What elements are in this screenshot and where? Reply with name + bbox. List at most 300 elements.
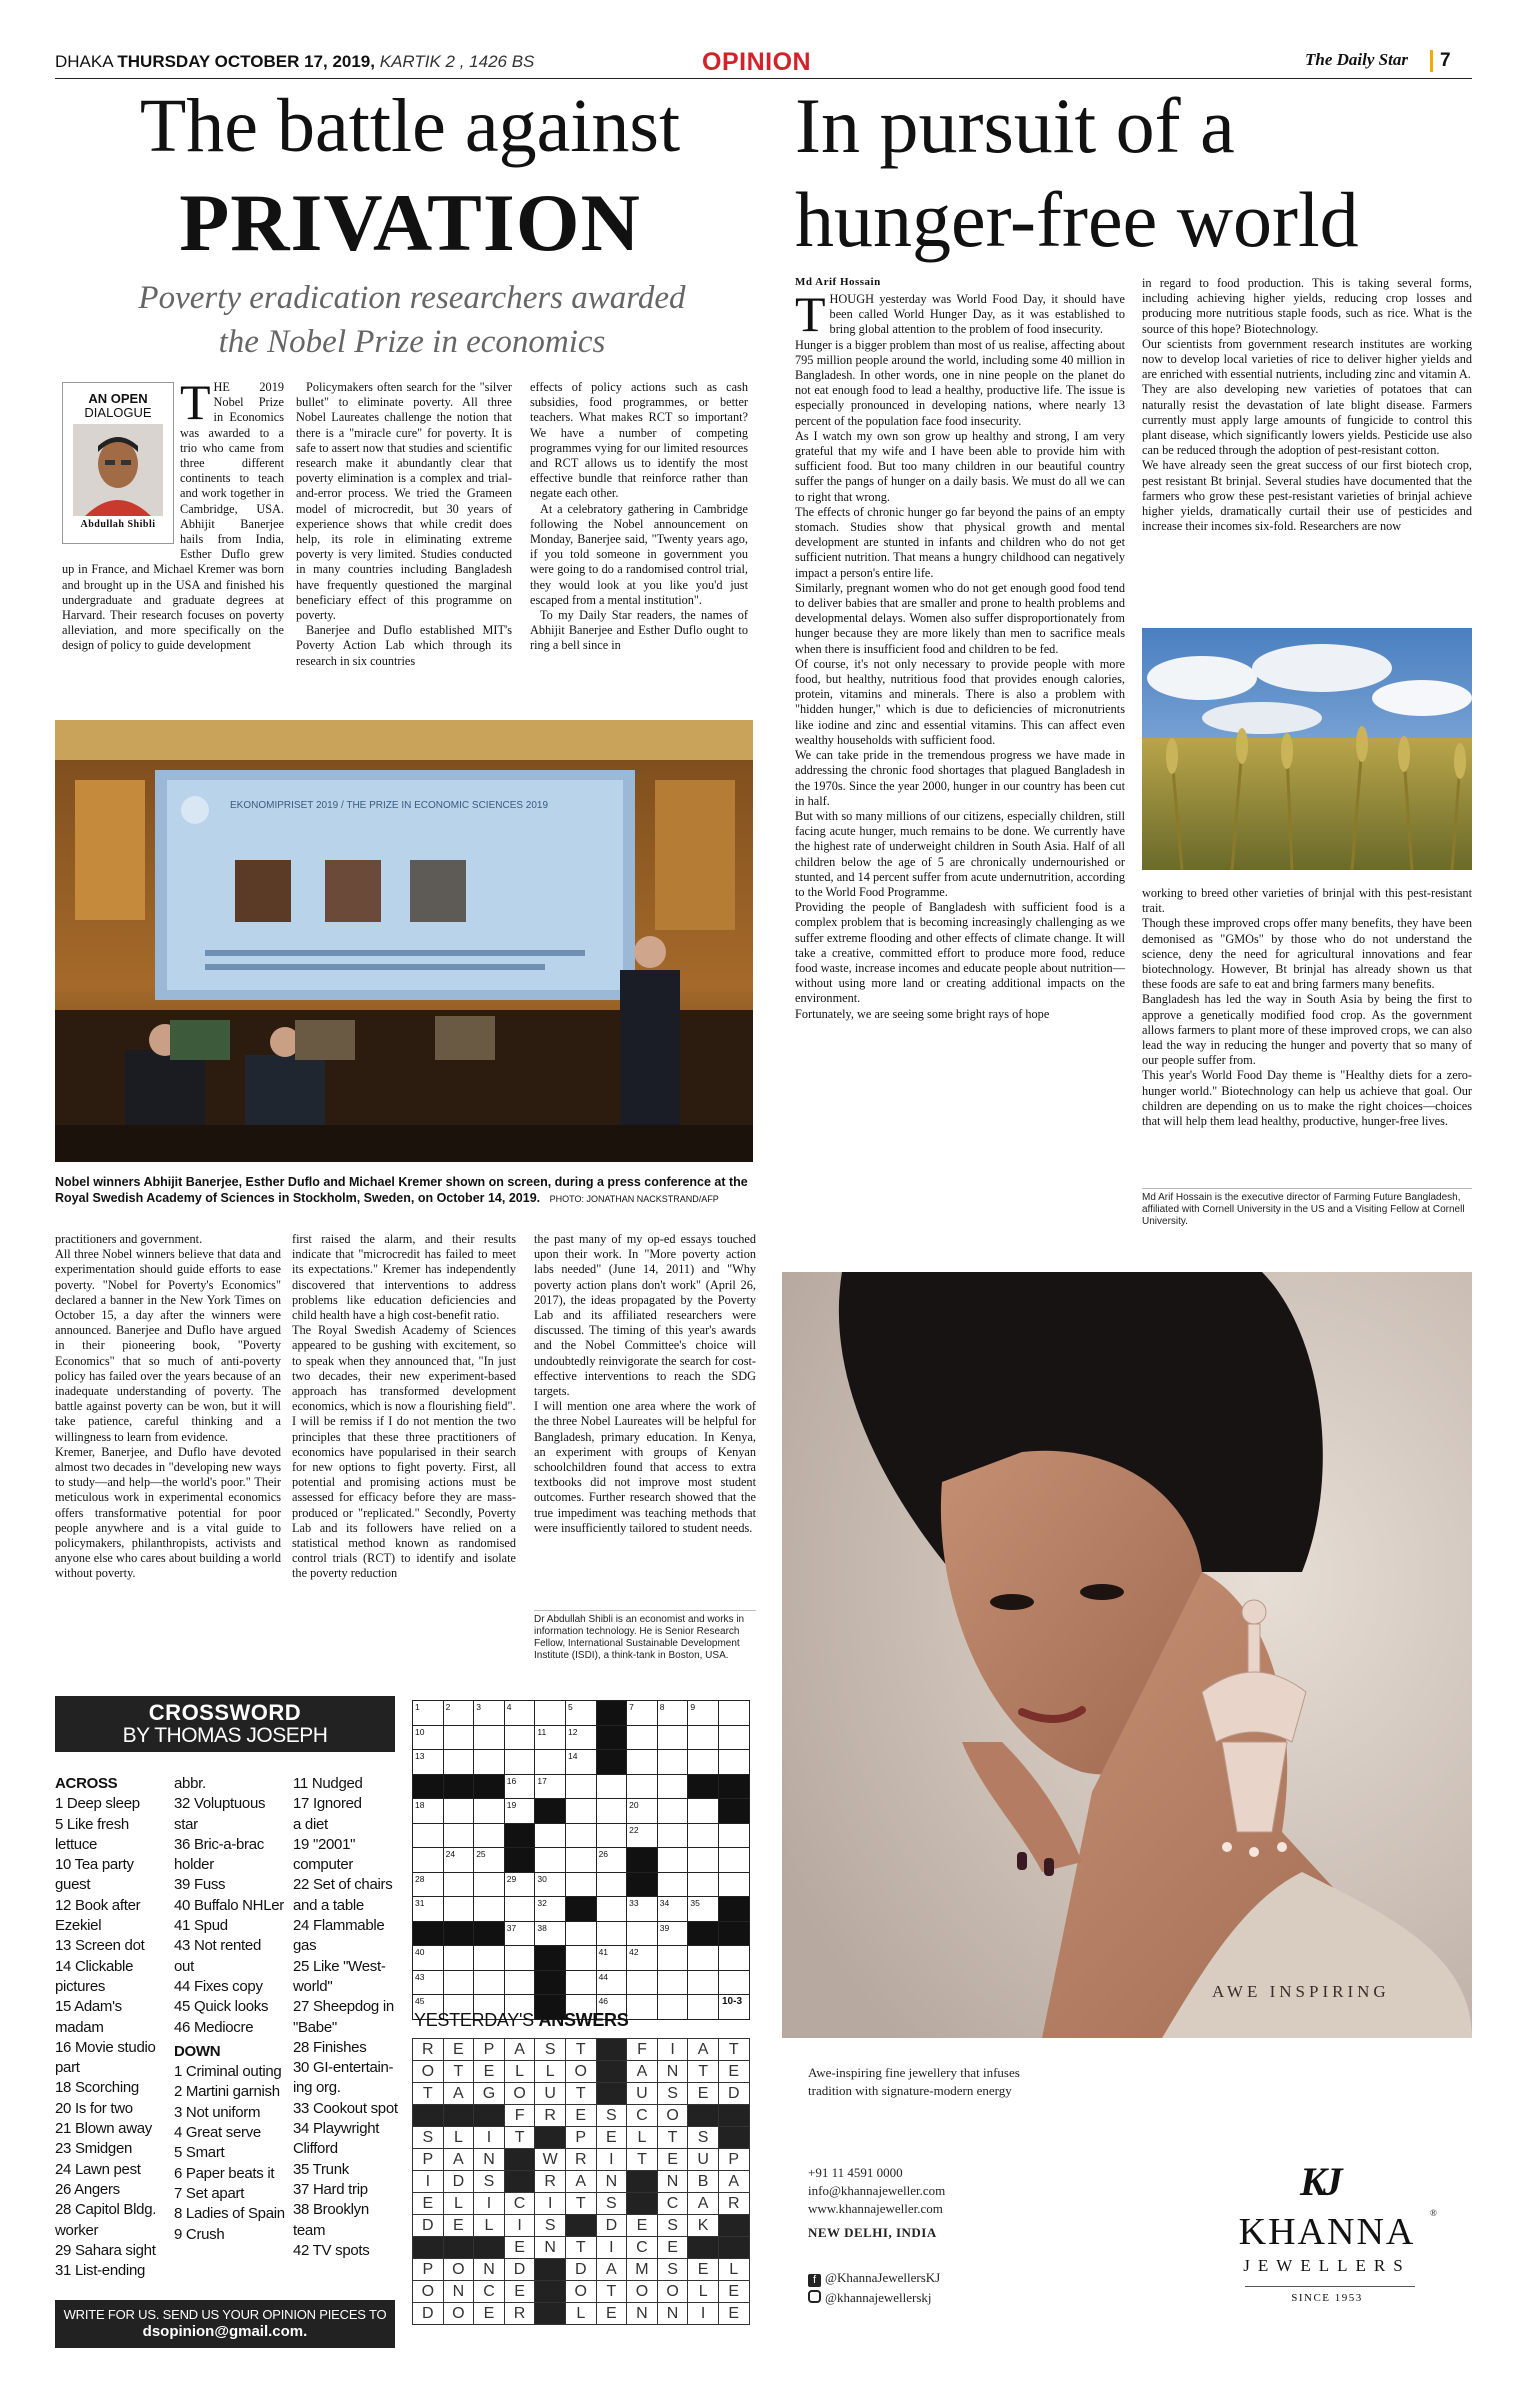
grid-cell[interactable]: 26: [596, 1848, 627, 1873]
answer-cell: [474, 2237, 505, 2259]
answer-cell: O: [504, 2083, 535, 2105]
grid-cell[interactable]: [535, 1750, 566, 1775]
grid-cell[interactable]: [688, 1848, 719, 1873]
answer-cell: E: [443, 2215, 474, 2237]
answer-cell: E: [474, 2303, 505, 2325]
clue-line: 33 Cookout spot: [293, 2099, 398, 2117]
answers-label: YESTERDAY'S ANSWERS: [414, 2010, 629, 2030]
grid-cell[interactable]: [443, 1970, 474, 1995]
grid-cell: [443, 1774, 474, 1799]
grid-cell[interactable]: [474, 1872, 505, 1897]
jewellery-ad-photo: [782, 1272, 1472, 2038]
ad-description: Awe-inspiring fine jewellery that infuses tradition with signature-modern energy: [808, 2065, 1020, 2098]
ad-instagram[interactable]: @khannajewellerskj: [808, 2288, 940, 2308]
answer-cell: [596, 2039, 627, 2061]
grid-cell[interactable]: [474, 1725, 505, 1750]
answer-cell: I: [688, 2303, 719, 2325]
ad-social: [808, 2268, 940, 2308]
left-author-bio: Dr Abdullah Shibli is an economist and works in information technology. He is Senior Research Fellow, International Sustainable Development Institute (ISDI), a think-tank in Boston, USA.: [534, 1614, 745, 1661]
grid-cell[interactable]: [504, 1946, 535, 1971]
grid-cell[interactable]: [688, 1872, 719, 1897]
drop-cap: T: [180, 374, 211, 430]
right-headline-2: hunger-free world: [795, 176, 1359, 263]
grid-cell: [688, 1921, 719, 1946]
grid-cell[interactable]: [688, 1995, 719, 2020]
clue-line: 40 Buffalo NHLer: [174, 1896, 284, 1914]
brand-rule: [1245, 2286, 1415, 2287]
clue-line: 29 Sahara sight: [55, 2241, 156, 2259]
grid-cell[interactable]: 29: [504, 1872, 535, 1897]
grid-cell[interactable]: 17: [535, 1774, 566, 1799]
grid-cell: [504, 1848, 535, 1873]
grid-cell[interactable]: [688, 1970, 719, 1995]
author-name: Abdullah Shibli: [80, 519, 156, 530]
clue-line: 17 Ignored: [293, 1795, 362, 1813]
ad-facebook[interactable]: f @KhannaJewellersKJ: [808, 2268, 940, 2288]
clue-line: abbr.: [174, 1775, 206, 1792]
grid-cell[interactable]: [565, 1946, 596, 1971]
grid-cell[interactable]: [627, 1995, 658, 2020]
grid-cell[interactable]: [657, 1946, 688, 1971]
answer-cell: N: [657, 2303, 688, 2325]
left-headline-1: The battle against: [139, 84, 681, 168]
answer-cell: E: [718, 2061, 749, 2083]
grid-cell[interactable]: [535, 1823, 566, 1848]
clue-line: lettuce: [55, 1835, 98, 1853]
ad-email[interactable]: info@khannajeweller.com: [808, 2183, 946, 2198]
answer-cell: K: [688, 2215, 719, 2237]
answer-cell: O: [657, 2105, 688, 2127]
ad-phone[interactable]: +91 11 4591 0000: [808, 2165, 903, 2180]
grid-cell[interactable]: [443, 1823, 474, 1848]
answer-cell: F: [627, 2039, 658, 2061]
answer-cell: A: [596, 2259, 627, 2281]
down-heading: DOWN: [174, 2042, 221, 2060]
answer-cell: T: [657, 2127, 688, 2149]
crossword-byline: BY THOMAS JOSEPH: [122, 1724, 328, 1747]
clue-line: madam: [55, 2018, 104, 2036]
answer-cell: U: [688, 2149, 719, 2171]
answer-cell: R: [535, 2171, 566, 2193]
answer-cell: E: [718, 2281, 749, 2303]
opinion-submission-banner: [55, 2300, 395, 2348]
grid-cell[interactable]: 9: [688, 1701, 719, 1726]
answer-cell: U: [627, 2083, 658, 2105]
grid-cell: [535, 1970, 566, 1995]
answer-cell: T: [443, 2061, 474, 2083]
clue-line: 24 Lawn pest: [55, 2160, 141, 2178]
clue-line: "Babe": [293, 2018, 337, 2036]
answer-cell: T: [565, 2193, 596, 2215]
clue-line: and a table: [293, 1896, 364, 1914]
answer-cell: P: [718, 2149, 749, 2171]
clue-line: 1 Criminal outing: [174, 2063, 282, 2081]
clue-line: 21 Blown away: [55, 2120, 152, 2138]
grid-cell[interactable]: [718, 1725, 749, 1750]
grid-cell[interactable]: 46: [596, 1995, 627, 2020]
grid-cell: [596, 1750, 627, 1775]
wheat-field-photo: [1142, 628, 1472, 870]
clue-line: 5 Smart: [174, 2144, 225, 2162]
grid-cell[interactable]: 7: [627, 1701, 658, 1726]
grid-cell[interactable]: 11: [535, 1725, 566, 1750]
answer-cell: E: [657, 2149, 688, 2171]
grid-cell: [718, 1921, 749, 1946]
answer-cell: [535, 2127, 566, 2149]
press-conference-photo: [55, 720, 753, 1162]
grid-cell[interactable]: [688, 1725, 719, 1750]
left-lower-col-1: practitioners and government. All three Nobel winners believe that data and experimentation should guide efforts to ease poverty. "Nobel for Poverty's Economics" declared a banner in the New York Times on October 15, a day after the winners were announced. Banerjee and Duflo have argued in their pioneering book, "Poverty Economics" that so much of anti-poverty policy has failed over the years because of an inadequate understanding of poverty. The battle against poverty can be won, but it will take patience, careful thinking and a willingness to learn from evidence. Kremer, Banerjee, and Duflo have devoted almost two decades in "developing new ways to study—and help—the world's poor." Their meticulous work in experimental economics offers transformative potential for poor people anywhere and is a vital guide to policymakers, philanthropists, activists and anyone else who cares about building a world without poverty.: [55, 1232, 281, 1581]
answer-cell: B: [688, 2171, 719, 2193]
grid-cell: [413, 1774, 444, 1799]
grid-cell[interactable]: [504, 1725, 535, 1750]
grid-cell[interactable]: [657, 1848, 688, 1873]
clue-line: team: [293, 2221, 326, 2239]
grid-cell: [627, 1848, 658, 1873]
answer-cell: [504, 2171, 535, 2193]
grid-cell[interactable]: [565, 1921, 596, 1946]
grid-cell[interactable]: [596, 1921, 627, 1946]
grid-cell: [596, 1701, 627, 1726]
grid-cell[interactable]: [657, 1750, 688, 1775]
grid-cell[interactable]: 33: [627, 1897, 658, 1922]
ad-website[interactable]: www.khannajeweller.com: [808, 2201, 943, 2216]
grid-cell[interactable]: 16: [504, 1774, 535, 1799]
grid-cell[interactable]: 1: [413, 1701, 444, 1726]
grid-cell[interactable]: [504, 1750, 535, 1775]
answer-cell: T: [413, 2083, 444, 2105]
paper-logo: The Daily Star: [1305, 50, 1408, 69]
grid-cell[interactable]: [443, 1799, 474, 1824]
grid-cell[interactable]: 8: [657, 1701, 688, 1726]
answer-cell: R: [565, 2149, 596, 2171]
answer-cell: [718, 2105, 749, 2127]
clue-line: 22 Set of chairs: [293, 1876, 393, 1894]
grid-cell[interactable]: [474, 1970, 505, 1995]
answer-cell: [627, 2193, 658, 2215]
grid-cell[interactable]: 20: [627, 1799, 658, 1824]
grid-cell[interactable]: [596, 1799, 627, 1824]
grid-cell[interactable]: [627, 1750, 658, 1775]
answer-cell: A: [443, 2083, 474, 2105]
grid-cell[interactable]: [657, 1725, 688, 1750]
grid-cell[interactable]: [657, 1970, 688, 1995]
grid-cell[interactable]: [688, 1750, 719, 1775]
page-number: 7: [1440, 50, 1451, 71]
grid-cell[interactable]: 4: [504, 1701, 535, 1726]
grid-cell[interactable]: 25: [474, 1848, 505, 1873]
answer-cell: [627, 2171, 658, 2193]
answer-cell: L: [718, 2259, 749, 2281]
answer-cell: [596, 2061, 627, 2083]
grid-cell[interactable]: [535, 1848, 566, 1873]
right-headline-1: In pursuit of a: [795, 82, 1235, 169]
grid-cell[interactable]: [657, 1799, 688, 1824]
clue-line: guest: [55, 1876, 91, 1894]
grid-cell[interactable]: 32: [535, 1897, 566, 1922]
grid-cell[interactable]: [596, 1823, 627, 1848]
answer-cell: [596, 2083, 627, 2105]
across-heading: ACROSS: [55, 1775, 118, 1792]
grid-cell[interactable]: [565, 1970, 596, 1995]
grid-cell[interactable]: [504, 1970, 535, 1995]
left-lower-col-3: the past many of my op-ed essays touched upon their work. In "More poverty action labs needed" (June 14, 2011) and "Why poverty action plans don't work" (April 26, 2017), the ideas propagated by the Poverty Lab and its affiliated researchers were discussed. The timing of this year's awards and the Nobel Committee's choice will undoubtedly reinvigorate the search for cost-effective interventions to reach the SDG targets. I will mention one area where the work of the three Nobel Laureates will be helpful for Bangladesh, primary education. In Kenya, an experiment with groups of Kenyan schoolchildren found that access to extra textbooks did not improve most student outcomes. Further research showed that the true impediment was teaching methods that were insufficiently tailored to student needs.: [534, 1232, 756, 1535]
answer-cell: P: [413, 2259, 444, 2281]
grid-cell[interactable]: [718, 1750, 749, 1775]
grid-cell[interactable]: [443, 1897, 474, 1922]
clue-line: pictures: [55, 1977, 106, 1995]
answer-cell: [565, 2215, 596, 2237]
answer-cell: [688, 2105, 719, 2127]
grid-cell: [443, 1921, 474, 1946]
grid-cell[interactable]: 45: [413, 1995, 444, 2020]
clue-line: 31 List-ending: [55, 2262, 146, 2280]
grid-cell: [413, 1921, 444, 1946]
answer-cell: [413, 2237, 444, 2259]
answer-cell: I: [596, 2149, 627, 2171]
grid-cell[interactable]: 24: [443, 1848, 474, 1873]
grid-cell[interactable]: 19: [504, 1799, 535, 1824]
section-label: OPINION: [702, 48, 812, 76]
clue-line: 25 Like "West-: [293, 1957, 386, 1975]
answer-cell: N: [443, 2281, 474, 2303]
grid-cell[interactable]: 40: [413, 1946, 444, 1971]
grid-cell[interactable]: 13: [413, 1750, 444, 1775]
grid-cell[interactable]: [718, 1823, 749, 1848]
right-author-bio: Md Arif Hossain is the executive director of Farming Future Bangladesh, affiliated with Cornell University in the US and a Visiting Fellow at Cornell University.: [1142, 1192, 1465, 1227]
right-drop-cap: T: [795, 286, 826, 342]
grid-cell[interactable]: [565, 1799, 596, 1824]
clue-line: 2 Martini garnish: [174, 2083, 280, 2101]
answer-cell: S: [596, 2105, 627, 2127]
answer-cell: E: [413, 2193, 444, 2215]
clue-line: worker: [55, 2221, 99, 2239]
right-bio-rule: [1142, 1188, 1472, 1189]
grid-cell[interactable]: [627, 1774, 658, 1799]
answer-cell: S: [413, 2127, 444, 2149]
clue-line: Ezekiel: [55, 1917, 102, 1935]
grid-cell[interactable]: 3: [474, 1701, 505, 1726]
grid-cell[interactable]: [596, 1872, 627, 1897]
grid-cell[interactable]: 18: [413, 1799, 444, 1824]
grid-cell[interactable]: [443, 1725, 474, 1750]
answer-cell: O: [565, 2061, 596, 2083]
grid-cell: [535, 1799, 566, 1824]
grid-cell[interactable]: [657, 1872, 688, 1897]
grid-cell[interactable]: [688, 1799, 719, 1824]
answer-cell: D: [413, 2215, 444, 2237]
answer-cell: G: [474, 2083, 505, 2105]
grid-cell[interactable]: 2: [443, 1701, 474, 1726]
grid-cell[interactable]: [413, 1848, 444, 1873]
clue-line: 35 Trunk: [293, 2160, 349, 2178]
answer-cell: D: [413, 2303, 444, 2325]
clue-line: holder: [174, 1856, 214, 1874]
answer-cell: C: [627, 2237, 658, 2259]
answer-cell: E: [504, 2281, 535, 2303]
grid-cell[interactable]: 34: [657, 1897, 688, 1922]
answer-cell: E: [443, 2039, 474, 2061]
answer-cell: N: [535, 2237, 566, 2259]
answer-cell: D: [565, 2259, 596, 2281]
answer-cell: M: [627, 2259, 658, 2281]
answer-cell: A: [688, 2039, 719, 2061]
clue-line: 13 Screen dot: [55, 1937, 145, 1955]
submission-email[interactable]: dsopinion@gmail.com.: [142, 2323, 308, 2340]
answer-cell: R: [504, 2303, 535, 2325]
answer-cell: [535, 2259, 566, 2281]
kj-monogram: KJ: [1300, 2159, 1339, 2204]
grid-cell[interactable]: [504, 1897, 535, 1922]
grid-cell[interactable]: 41: [596, 1946, 627, 1971]
answer-cell: N: [627, 2303, 658, 2325]
answer-cell: I: [474, 2127, 505, 2149]
answer-cell: S: [535, 2039, 566, 2061]
clue-line: ing org.: [293, 2079, 341, 2097]
grid-cell[interactable]: 39: [657, 1921, 688, 1946]
answer-cell: E: [596, 2303, 627, 2325]
answer-cell: E: [565, 2105, 596, 2127]
answer-cell: N: [474, 2259, 505, 2281]
grid-cell[interactable]: 37: [504, 1921, 535, 1946]
grid-cell[interactable]: 5: [565, 1701, 596, 1726]
answer-cell: E: [657, 2237, 688, 2259]
answer-cell: T: [565, 2039, 596, 2061]
grid-cell[interactable]: 42: [627, 1946, 658, 1971]
grid-cell[interactable]: 14: [565, 1750, 596, 1775]
grid-cell[interactable]: [718, 1872, 749, 1897]
clue-line: 27 Sheepdog in: [293, 1998, 394, 2016]
clue-line: computer: [293, 1856, 354, 1874]
clue-line: 19 "2001": [293, 1835, 356, 1853]
grid-cell[interactable]: 43: [413, 1970, 444, 1995]
answer-cell: P: [413, 2149, 444, 2171]
dateline: DHAKA THURSDAY OCTOBER 17, 2019, KARTIK 2 , 1426 BS: [55, 52, 535, 71]
grid-cell[interactable]: 10: [413, 1725, 444, 1750]
clue-line: 26 Angers: [55, 2180, 120, 2198]
grid-cell[interactable]: 35: [688, 1897, 719, 1922]
answer-cell: R: [535, 2105, 566, 2127]
grid-cell[interactable]: [474, 1897, 505, 1922]
answer-cell: L: [443, 2127, 474, 2149]
answer-cell: S: [535, 2215, 566, 2237]
left-lower-col-2: first raised the alarm, and their results indicate that "microcredit has failed to meet its expectations." Kremer has independently discovered that interventions to address problems like education deficiencies and child health have a high cost-benefit ratio. The Royal Swedish Academy of Sciences appeared to be gushing with excitement, so to speak when they announced that, "In just two decades, their new experiment-based approach has transformed development economics, which is now a flourishing field". I will be remiss if I do not mention the two principles that these three practitioners of economics have popularised in their search for new options to fight poverty. First, all potential and promising actions must be assessed for efficacy before they are mass-produced or "replicated." Secondly, Poverty Lab and its followers have relied on a statistical method known as randomised control trials (RCT) to identify and isolate the poverty reduction: [292, 1232, 516, 1581]
answer-cell: D: [718, 2083, 749, 2105]
answer-cell: P: [565, 2127, 596, 2149]
clue-line: world": [293, 1977, 333, 1995]
grid-cell: [474, 1921, 505, 1946]
grid-cell[interactable]: [565, 1774, 596, 1799]
grid-cell[interactable]: [596, 1774, 627, 1799]
answer-cell: L: [688, 2281, 719, 2303]
grid-cell[interactable]: [688, 1823, 719, 1848]
answer-cell: [718, 2127, 749, 2149]
grid-cell[interactable]: 31: [413, 1897, 444, 1922]
clue-line: 45 Quick looks: [174, 1998, 269, 2016]
grid-cell[interactable]: [565, 1872, 596, 1897]
answer-cell: [688, 2237, 719, 2259]
grid-cell[interactable]: 30: [535, 1872, 566, 1897]
grid-cell: [474, 1774, 505, 1799]
grid-cell[interactable]: [657, 1774, 688, 1799]
grid-cell[interactable]: [627, 1725, 658, 1750]
grid-cell[interactable]: [474, 1946, 505, 1971]
grid-cell[interactable]: [718, 1848, 749, 1873]
grid-cell[interactable]: [413, 1823, 444, 1848]
grid-cell[interactable]: [565, 1848, 596, 1873]
grid-cell: [504, 1823, 535, 1848]
grid-cell[interactable]: [718, 1946, 749, 1971]
grid-cell[interactable]: [443, 1750, 474, 1775]
grid-cell[interactable]: 28: [413, 1872, 444, 1897]
grid-cell[interactable]: [627, 1921, 658, 1946]
grid-cell[interactable]: [474, 1799, 505, 1824]
answer-cell: A: [718, 2171, 749, 2193]
ad-city: NEW DELHI, INDIA: [808, 2225, 937, 2240]
clue-line: 28 Capitol Bldg.: [55, 2201, 157, 2219]
grid-cell[interactable]: [535, 1701, 566, 1726]
clue-line: a diet: [293, 1815, 328, 1833]
answer-cell: [718, 2237, 749, 2259]
clue-line: 41 Spud: [174, 1917, 228, 1935]
grid-cell: [718, 1799, 749, 1824]
answer-cell: P: [474, 2039, 505, 2061]
answer-cell: A: [504, 2039, 535, 2061]
grid-cell: [718, 1774, 749, 1799]
grid-cell[interactable]: [596, 1897, 627, 1922]
bio-rule: [534, 1610, 756, 1611]
answer-cell: S: [688, 2127, 719, 2149]
clue-line: Clifford: [293, 2140, 338, 2158]
clue-line: 15 Adam's: [55, 1998, 122, 2016]
grid-cell[interactable]: [565, 1823, 596, 1848]
grid-cell[interactable]: [474, 1823, 505, 1848]
grid-cell[interactable]: [627, 1970, 658, 1995]
clue-line: 28 Finishes: [293, 2038, 367, 2056]
answer-cell: D: [443, 2171, 474, 2193]
answer-cell: [535, 2281, 566, 2303]
grid-cell[interactable]: [718, 1701, 749, 1726]
answer-cell: I: [474, 2193, 505, 2215]
answer-cell: E: [718, 2303, 749, 2325]
clue-line: 34 Playwright: [293, 2120, 380, 2138]
grid-cell[interactable]: [688, 1946, 719, 1971]
clue-line: 44 Fixes copy: [174, 1977, 263, 1995]
grid-cell[interactable]: [657, 1823, 688, 1848]
grid-cell[interactable]: [657, 1995, 688, 2020]
grid-cell[interactable]: 44: [596, 1970, 627, 1995]
grid-cell[interactable]: 12: [565, 1725, 596, 1750]
grid-cell[interactable]: [718, 1970, 749, 1995]
answer-cell: I: [504, 2215, 535, 2237]
grid-cell[interactable]: [474, 1750, 505, 1775]
clue-line: 24 Flammable: [293, 1917, 385, 1935]
column-tag-line-1: AN OPEN: [88, 391, 148, 406]
grid-cell[interactable]: 38: [535, 1921, 566, 1946]
clue-line: 18 Scorching: [55, 2079, 139, 2097]
grid-cell[interactable]: [443, 1872, 474, 1897]
grid-cell[interactable]: [443, 1946, 474, 1971]
crossword-header: [55, 1696, 395, 1752]
answer-cell: O: [657, 2281, 688, 2303]
left-article-col-1: [62, 374, 284, 700]
answer-cell: N: [657, 2061, 688, 2083]
answer-cell: T: [596, 2281, 627, 2303]
clue-line: 6 Paper beats it: [174, 2164, 275, 2182]
clue-line: 4 Great serve: [174, 2124, 261, 2142]
grid-cell[interactable]: 22: [627, 1823, 658, 1848]
screen-title: EKONOMIPRISET 2019 / THE PRIZE IN ECONOMIC SCIENCES 2019: [230, 800, 549, 811]
